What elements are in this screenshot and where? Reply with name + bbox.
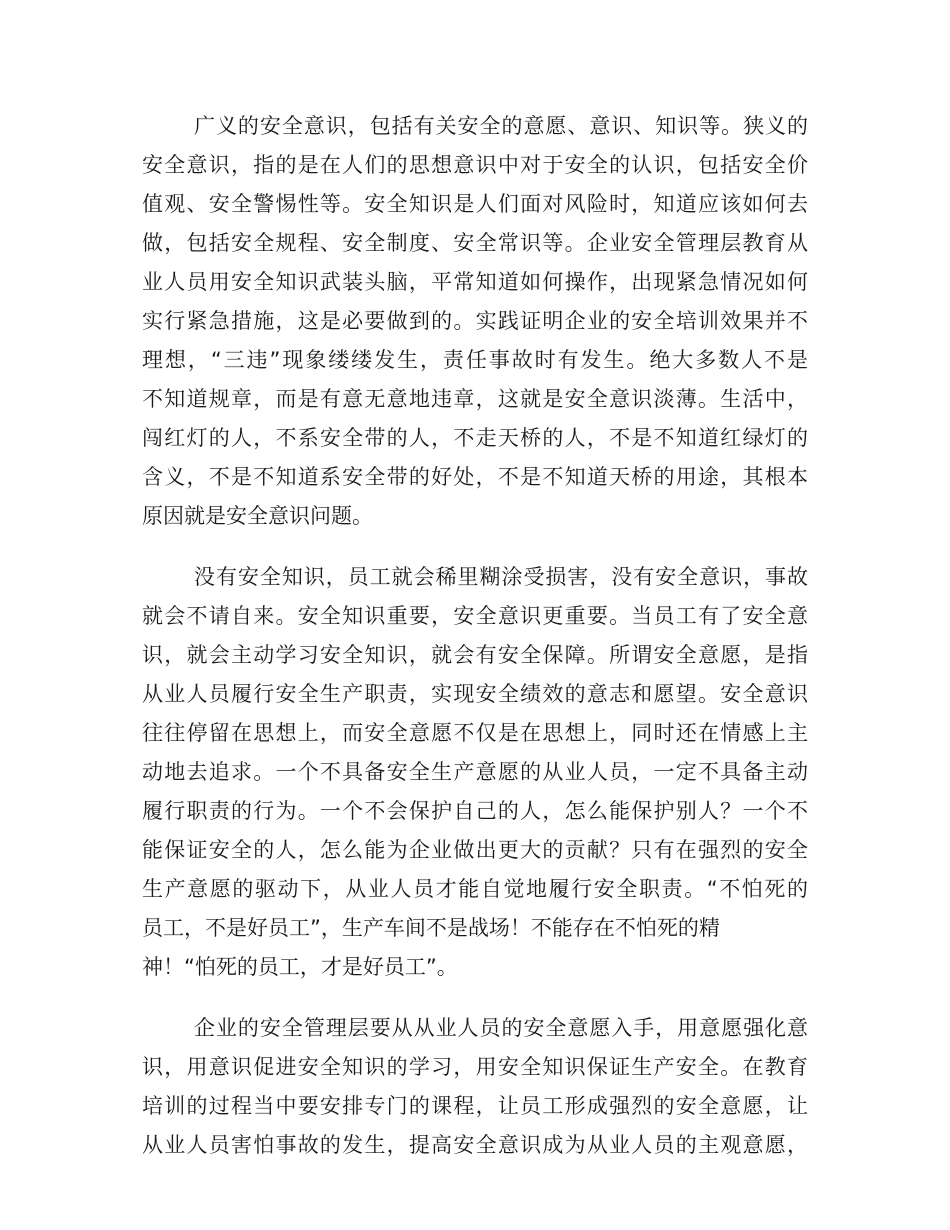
text-line: 含义，不是不知道系安全带的好处，不是不知道天桥的用途，其根本: [142, 465, 808, 489]
text-line: 识，就会主动学习安全知识，就会有安全保障。所谓安全意愿，是指: [142, 643, 808, 667]
text-line: 业人员用安全知识武装头脑，平常知道如何操作，出现紧急情况如何: [142, 270, 808, 294]
text-line: 动地去追求。一个不具备安全生产意愿的从业人员，一定不具备主动: [142, 760, 808, 784]
text-line: 实行紧急措施，这是必要做到的。实践证明企业的安全培训效果并不: [142, 309, 808, 333]
paragraph-3: [142, 1009, 808, 1165]
text-line: 培训的过程当中要安排专门的课程，让员工形成强烈的安全意愿，让: [142, 1094, 808, 1118]
text-line: 从业人员履行安全生产职责，实现安全绩效的意志和愿望。安全意识: [142, 682, 808, 706]
text-line: 往往停留在思想上，而安全意愿不仅是在思想上，同时还在情感上主: [142, 721, 808, 745]
text-line: 理想，“三违”现象缕缕发生，责任事故时有发生。绝大多数人不是: [142, 348, 808, 372]
text-line: 原因就是安全意识问题。: [142, 504, 373, 528]
text-line: 从业人员害怕事故的发生，提高安全意识成为从业人员的主观意愿，: [142, 1133, 808, 1157]
text-line: 员工，不是好员工”，生产车间不是战场！不能存在不怕死的精: [142, 916, 720, 940]
paragraph-1: [142, 107, 808, 536]
text-line: 不知道规章，而是有意无意地违章，这就是安全意识淡薄。生活中，: [142, 387, 808, 411]
text-line: 值观、安全警惕性等。安全知识是人们面对风险时，知道应该如何去: [142, 192, 808, 216]
paragraph-2: [142, 558, 808, 987]
text-line: 识，用意识促进安全知识的学习，用安全知识保证生产安全。在教育: [142, 1055, 808, 1079]
text-line: 能保证安全的人，怎么能为企业做出更大的贡献？只有在强烈的安全: [142, 838, 808, 862]
text-line: 生产意愿的驱动下，从业人员才能自觉地履行安全职责。“不怕死的: [142, 877, 808, 901]
text-line: 广义的安全意识，包括有关安全的意愿、意识、知识等。狭义的: [194, 114, 808, 138]
text-line: 企业的安全管理层要从从业人员的安全意愿入手，用意愿强化意: [194, 1016, 808, 1040]
text-line: 做，包括安全规程、安全制度、安全常识等。企业安全管理层教育从: [142, 231, 808, 255]
text-line: 履行职责的行为。一个不会保护自己的人，怎么能保护别人？一个不: [142, 799, 808, 823]
text-line: 神！“怕死的员工，才是好员工”。: [142, 955, 458, 979]
text-line: 闯红灯的人，不系安全带的人，不走天桥的人，不是不知道红绿灯的: [142, 426, 808, 450]
text-line: 没有安全知识，员工就会稀里糊涂受损害，没有安全意识，事故: [194, 565, 808, 589]
text-line: 安全意识，指的是在人们的思想意识中对于安全的认识，包括安全价: [142, 153, 808, 177]
text-line: 就会不请自来。安全知识重要，安全意识更重要。当员工有了安全意: [142, 604, 808, 628]
document-body: [142, 107, 808, 1187]
